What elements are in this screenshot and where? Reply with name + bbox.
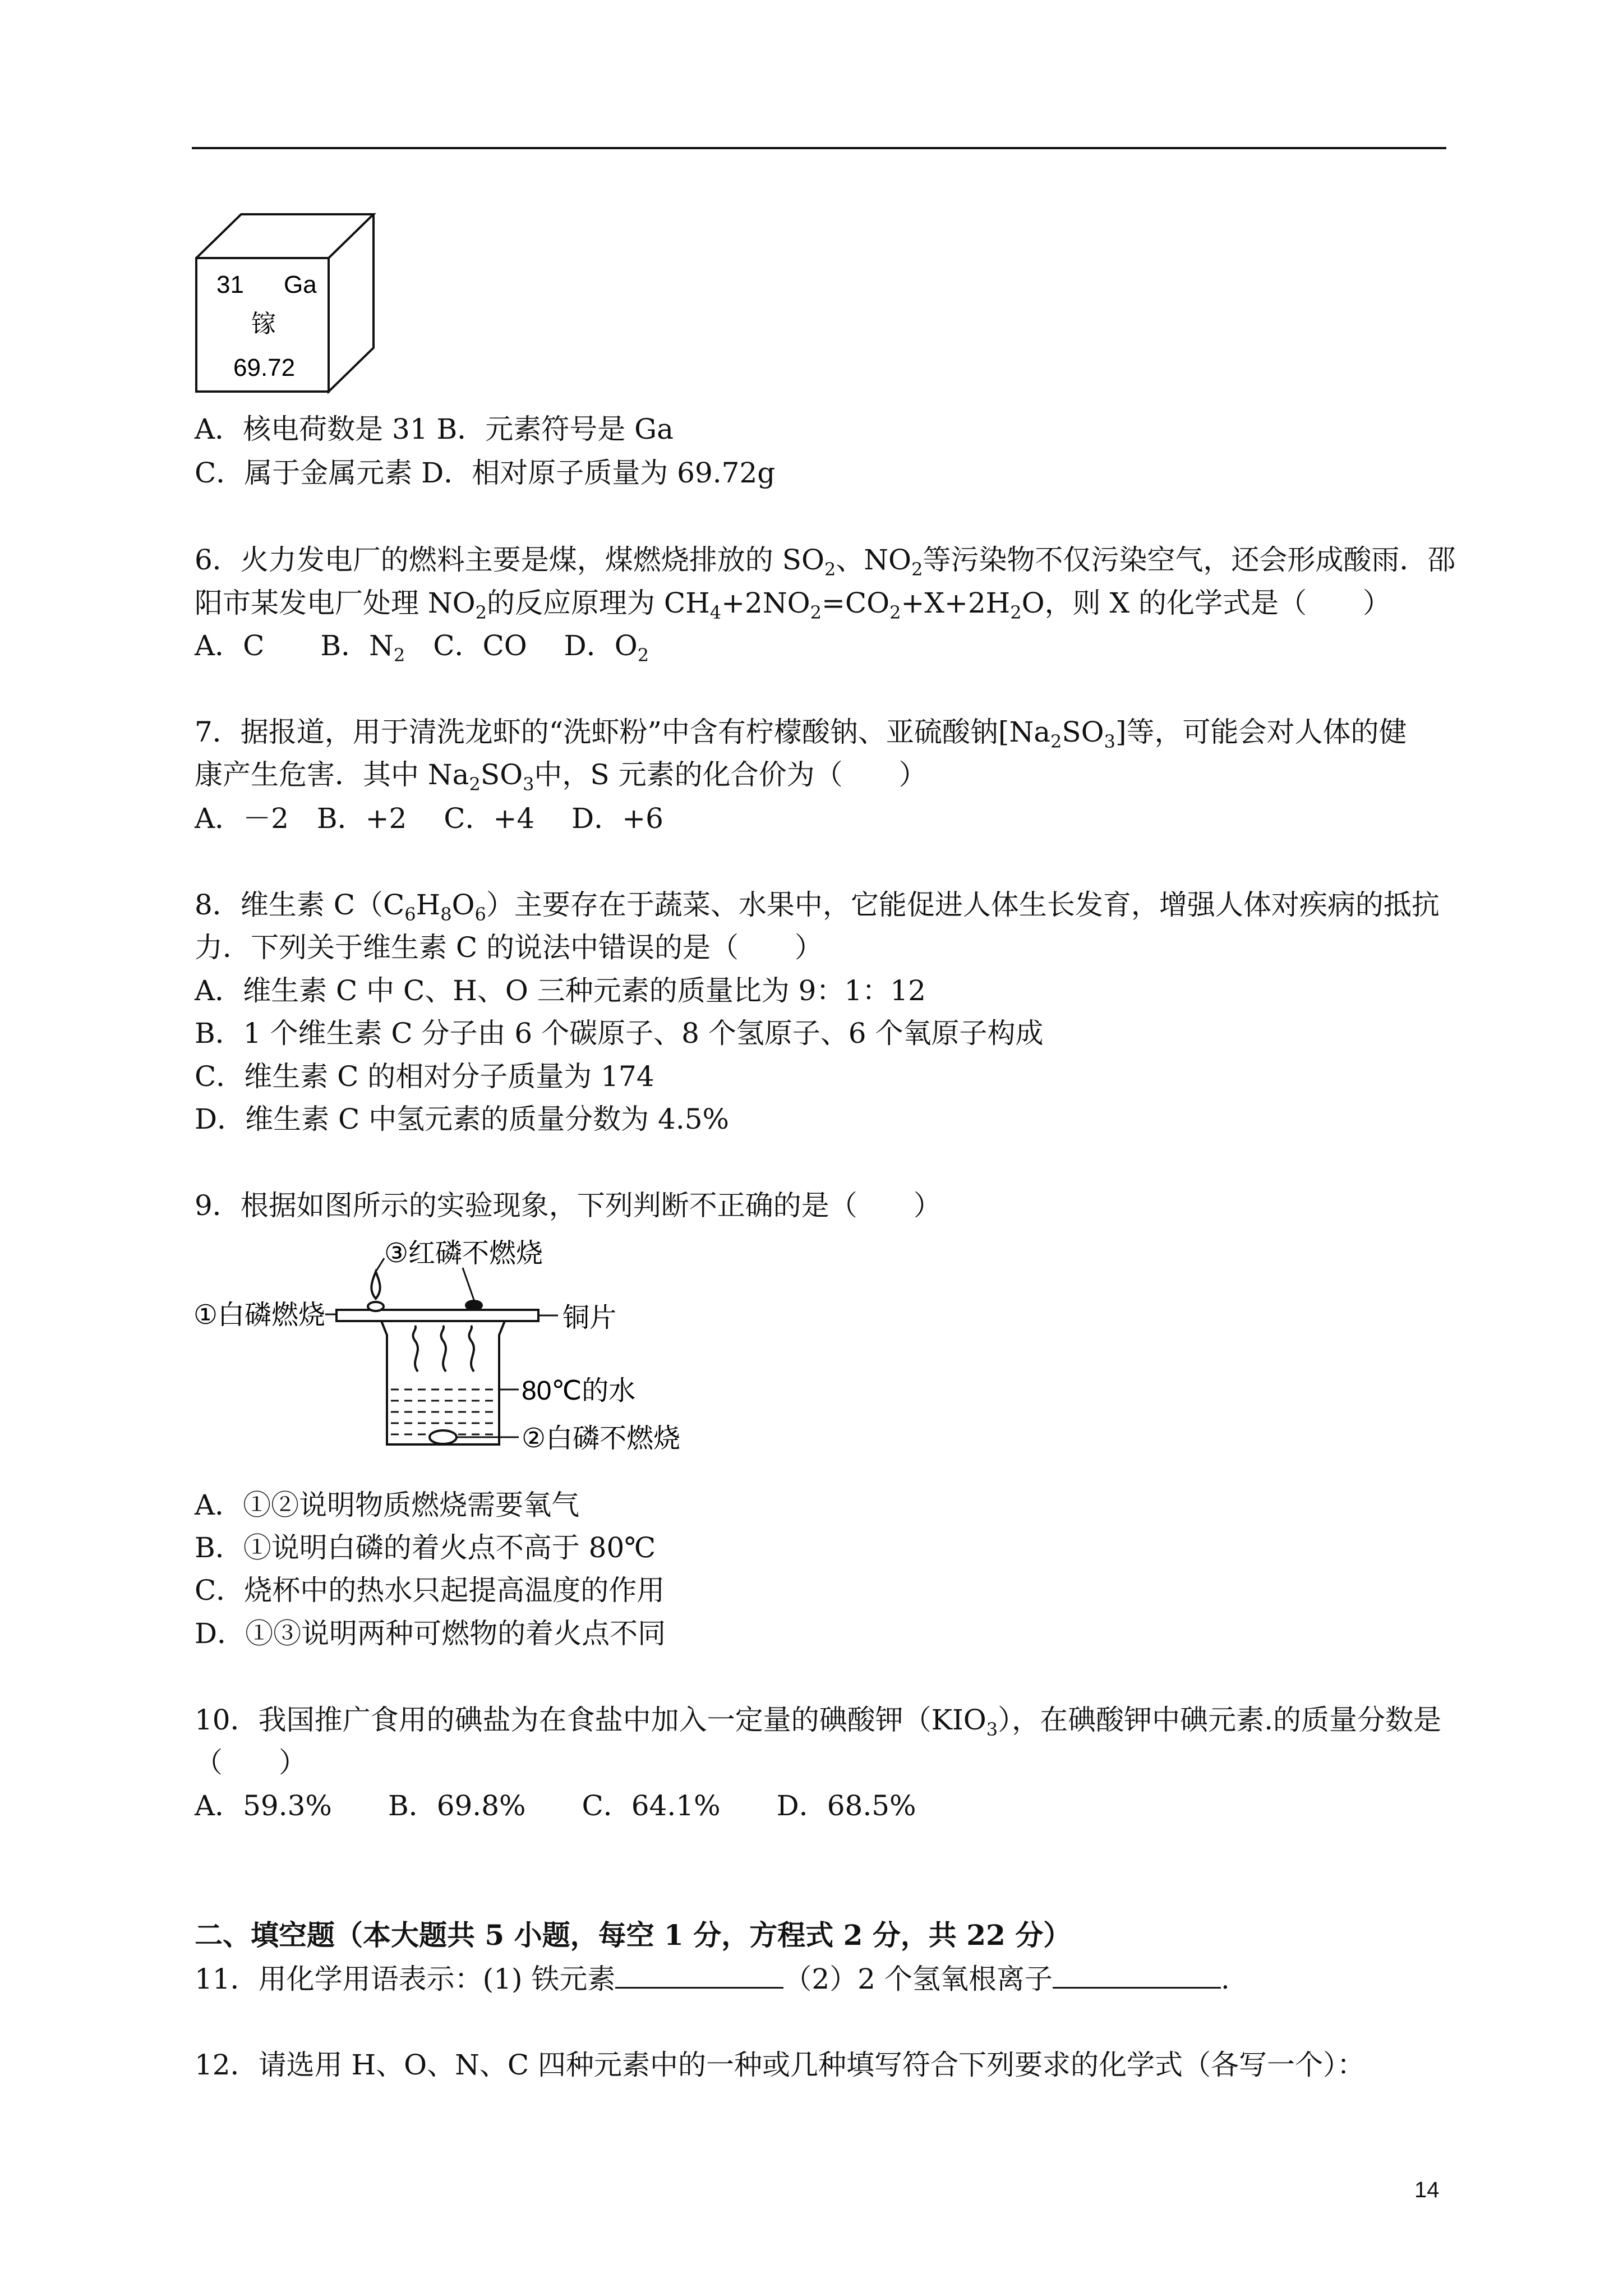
red-phosphorus bbox=[465, 1300, 483, 1311]
label-white-phosphorus-not-burning: ②白磷不燃烧 bbox=[522, 1424, 681, 1453]
q7-stem-line1: 7．据报道，用于清洗龙虾的“洗虾粉”中含有柠檬酸钠、亚硫酸钠$[Na_2SO_3]$等，可能会对人体的健 bbox=[195, 716, 1407, 752]
label-red-phosphorus: ③红磷不燃烧 bbox=[384, 1239, 543, 1268]
q11-blank-2[interactable] bbox=[1053, 1959, 1221, 1989]
label-white-phosphorus-burning: ①白磷燃烧 bbox=[193, 1300, 326, 1330]
q8-option-b: B．1 个维生素 C 分子由 6 个碳原子、8 个氢原子、6 个氧原子构成 bbox=[195, 1017, 1044, 1050]
steam-icon bbox=[413, 1326, 474, 1372]
q6-stem-line1: 6．火力发电厂的燃料主要是煤，煤燃烧排放的 $SO_2$、$NO_2$等污染物不仅污染空气，还会形成酸雨．邵 bbox=[195, 544, 1456, 580]
section-2-title: 二、填空题（本大题共 5 小题，每空 1 分，方程式 2 分，共 22 分） bbox=[195, 1918, 1072, 1952]
q10-stem-line1: 10．我国推广食用的碘盐为在食盐中加入一定量的碘酸钾$(KIO_3)$，在碘酸钾中碘元素.的质量分数是 bbox=[195, 1704, 1441, 1740]
q8-option-d: D．维生素 C 中氢元素的质量分数为 4.5% bbox=[195, 1103, 730, 1135]
q9-option-a: A．①②说明物质燃烧需要氧气 bbox=[195, 1489, 580, 1521]
q8-stem-line2: 力．下列关于维生素 C 的说法中错误的是（ ） bbox=[195, 931, 823, 964]
q11-line: 11．用化学用语表示：(1) 铁元素 （2）2 个氢氧根离子 . bbox=[195, 1959, 1230, 1999]
q9-option-c: C．烧杯中的热水只起提高温度的作用 bbox=[195, 1574, 665, 1607]
q9-option-b: B．①说明白磷的着火点不高于 80℃ bbox=[195, 1531, 656, 1564]
q7-options: A．－2 B．+2 C．+4 D．+6 bbox=[195, 802, 663, 835]
flame-icon bbox=[371, 1272, 380, 1299]
q6-options: A．C B．$N_2$ C．CO D．$O_2$ bbox=[195, 629, 649, 666]
label-water: 80℃的水 bbox=[522, 1376, 636, 1406]
q10-options: A．59.3% B．69.8% C．64.1% D．68.5% bbox=[195, 1789, 916, 1822]
element-card-cube bbox=[195, 213, 386, 398]
q8-option-a: A．维生素 C 中 C、H、O 三种元素的质量比为 9：1：12 bbox=[195, 974, 926, 1007]
q7-stem-line2: 康产生危害．其中 $Na_2SO_3$中，S 元素的化合价为（ ） bbox=[195, 758, 927, 795]
combustion-experiment-diagram bbox=[193, 1237, 726, 1467]
q8-option-c: C．维生素 C 的相对分子质量为 174 bbox=[195, 1060, 654, 1093]
q5-options-cd: C．属于金属元素 D．相对原子质量为 69.72g bbox=[195, 457, 776, 489]
element-number: 31 bbox=[216, 271, 244, 298]
q11-blank-1[interactable] bbox=[615, 1959, 783, 1989]
q9-option-d: D．①③说明两种可燃物的着火点不同 bbox=[195, 1617, 666, 1650]
page-number: 14 bbox=[1414, 2178, 1440, 2202]
q9-stem: 9．根据如图所示的实验现象，下列判断不正确的是（ ） bbox=[195, 1189, 942, 1222]
element-symbol: Ga bbox=[284, 271, 317, 298]
element-mass: 69.72 bbox=[233, 354, 296, 381]
q12-stem: 12．请选用 H、O、N、C 四种元素中的一种或几种填写符合下列要求的化学式（各写一个）： bbox=[195, 2049, 1366, 2081]
copper-sheet bbox=[336, 1310, 538, 1321]
q5-options-ab: A．核电荷数是 31 B．元素符号是 Ga bbox=[195, 413, 674, 445]
q8-stem-line1: 8．维生素 $C(C_6H_8O_6)$主要存在于蔬菜、水果中，它能促进人体生长发育，增强人体对疾病的抵抗 bbox=[195, 889, 1440, 925]
element-name: 镓 bbox=[251, 310, 276, 338]
water-surface bbox=[391, 1389, 495, 1434]
header-rule bbox=[192, 147, 1446, 149]
q10-stem-line2: （ ） bbox=[195, 1746, 307, 1779]
white-phosphorus-burning bbox=[368, 1302, 384, 1311]
q6-stem-line2: 阳市某发电厂处理 $NO_2$的反应原理为 $CH_4+2NO_2=CO_2+X+2H_2O$，则 X 的化学式是（ ） bbox=[195, 587, 1391, 623]
label-copper: 铜片 bbox=[562, 1303, 617, 1333]
white-phosphorus-underwater bbox=[430, 1430, 457, 1444]
